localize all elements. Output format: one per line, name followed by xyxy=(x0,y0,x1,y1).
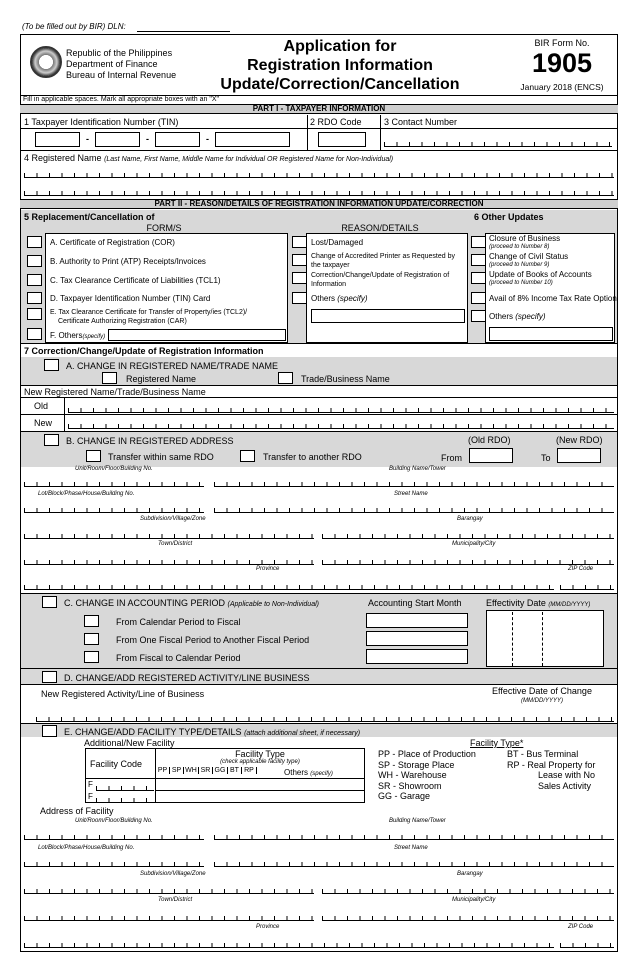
change-address-checkbox[interactable] xyxy=(44,434,59,446)
forms-column-head: FORM/S xyxy=(146,223,182,233)
change-name-checkbox[interactable] xyxy=(44,359,59,371)
tin-part2-field[interactable] xyxy=(95,132,140,147)
form-tcl1-checkbox[interactable] xyxy=(27,274,42,286)
transfer-another-checkbox[interactable] xyxy=(240,450,255,462)
cal-to-fiscal-checkbox[interactable] xyxy=(84,615,99,627)
closure-checkbox[interactable] xyxy=(471,236,486,248)
s6-title: 6 Other Updates xyxy=(474,212,544,222)
municipality-field[interactable] xyxy=(322,553,614,565)
reason-others-specify[interactable] xyxy=(311,309,465,323)
form-others-checkbox[interactable] xyxy=(27,328,42,340)
province-field[interactable] xyxy=(24,578,554,590)
tin-part1-field[interactable] xyxy=(35,132,80,147)
form-title: Application for Registration Information Update/Correction/Cancellation xyxy=(220,38,460,93)
reason-printer-checkbox[interactable] xyxy=(292,254,307,266)
street-field[interactable] xyxy=(214,501,614,513)
acct-start-1[interactable] xyxy=(366,613,468,628)
facility-subdivision-field[interactable] xyxy=(24,882,314,894)
instructions: Fill in applicable spaces. Mark all appropriate boxes with an "X" xyxy=(23,96,220,103)
town-field[interactable] xyxy=(24,553,314,565)
form-tcl2-checkbox[interactable] xyxy=(27,308,42,320)
registered-name-field-2[interactable] xyxy=(24,184,614,196)
effectivity-date-field[interactable] xyxy=(486,610,604,667)
form-tin-card-checkbox[interactable] xyxy=(27,292,42,304)
facility-legend-right: BT - Bus Terminal RP - Real Property for Lease with No Sales Activity xyxy=(507,749,596,791)
fiscal-to-cal-checkbox[interactable] xyxy=(84,651,99,663)
acct-start-3[interactable] xyxy=(366,649,468,664)
rdo-code-field[interactable] xyxy=(318,132,366,147)
s7-title: 7 Correction/Change/Update of Registration Information xyxy=(24,346,264,356)
trade-name-checkbox[interactable] xyxy=(278,372,293,384)
form-others-specify[interactable] xyxy=(108,329,286,341)
registered-name-field-1[interactable] xyxy=(24,166,614,178)
facility-province-field[interactable] xyxy=(24,936,554,948)
income-tax-option-checkbox[interactable] xyxy=(471,292,486,304)
form-atp-checkbox[interactable] xyxy=(27,255,42,267)
form-number-label: BIR Form No. xyxy=(534,38,590,48)
facility-lot-field[interactable] xyxy=(24,855,204,867)
form-date: January 2018 (ENCS) xyxy=(520,82,604,92)
part2-header: PART II - REASON/DETAILS OF REGISTRATION INFORMATION UPDATE/CORRECTION xyxy=(20,199,618,209)
agency-block: Republic of the Philippines Department of Finance Bureau of Internal Revenue xyxy=(66,48,177,80)
change-activity-checkbox[interactable] xyxy=(42,671,57,683)
civil-status-checkbox[interactable] xyxy=(471,254,486,266)
new-activity-field[interactable] xyxy=(36,710,614,722)
form-cor-checkbox[interactable] xyxy=(27,236,42,248)
building-name-field[interactable] xyxy=(214,475,614,487)
reason-lost-checkbox[interactable] xyxy=(292,236,307,248)
tin-label: 1 Taxpayer Identification Number (TIN) xyxy=(24,117,179,127)
registered-name-label: 4 Registered Name (Last Name, First Name, Middle Name for Individual OR Registered Name for Non-Individual) xyxy=(24,153,394,163)
bir-seal-icon xyxy=(30,46,62,78)
lot-field[interactable] xyxy=(24,501,204,513)
dln-label: (To be filled out by BIR) DLN: xyxy=(22,22,126,31)
other-updates-specify[interactable] xyxy=(489,327,613,341)
old-name-field[interactable] xyxy=(68,401,614,413)
old-rdo-field[interactable] xyxy=(469,448,513,463)
barangay-field[interactable] xyxy=(322,527,614,539)
fiscal-to-fiscal-checkbox[interactable] xyxy=(84,633,99,645)
registered-name-checkbox[interactable] xyxy=(102,372,117,384)
reason-others-checkbox[interactable] xyxy=(292,292,307,304)
reason-correction-checkbox[interactable] xyxy=(292,272,307,284)
facility-municipality-field[interactable] xyxy=(322,909,614,921)
acct-start-2[interactable] xyxy=(366,631,468,646)
change-facility-checkbox[interactable] xyxy=(42,725,57,737)
transfer-within-checkbox[interactable] xyxy=(86,450,101,462)
facility-unit-field[interactable] xyxy=(24,828,204,840)
unit-field[interactable] xyxy=(24,475,204,487)
facility-town-field[interactable] xyxy=(24,909,314,921)
facility-code-2[interactable] xyxy=(96,791,154,803)
books-checkbox[interactable] xyxy=(471,272,486,284)
part1-header: PART I - TAXPAYER INFORMATION xyxy=(20,104,618,114)
facility-code-1[interactable] xyxy=(96,779,154,791)
facility-street-field[interactable] xyxy=(214,855,614,867)
subdivision-field[interactable] xyxy=(24,527,314,539)
facility-legend-left: PP - Place of Production SP - Storage Place WH - Warehouse SR - Showroom GG - Garage xyxy=(378,749,476,801)
facility-barangay-field[interactable] xyxy=(322,882,614,894)
contact-number-label: 3 Contact Number xyxy=(384,117,458,127)
contact-number-field[interactable] xyxy=(384,135,612,147)
facility-building-field[interactable] xyxy=(214,828,614,840)
change-accounting-checkbox[interactable] xyxy=(42,596,57,608)
facility-type-codes: PP SP WH SR GG BT RP xyxy=(156,767,257,774)
new-name-field[interactable] xyxy=(68,417,614,429)
form-number: 1905 xyxy=(531,48,593,78)
s5-title: 5 Replacement/Cancellation of xyxy=(24,212,155,222)
new-rdo-field[interactable] xyxy=(557,448,601,463)
dln-line[interactable] xyxy=(137,31,230,32)
tin-part3-field[interactable] xyxy=(155,132,200,147)
other-updates-checkbox[interactable] xyxy=(471,310,486,322)
reason-column-head: REASON/DETAILS xyxy=(341,223,419,233)
zip-code-field[interactable] xyxy=(560,578,614,590)
rdo-code-label: 2 RDO Code xyxy=(310,117,362,127)
tin-branch-field[interactable] xyxy=(215,132,290,147)
facility-zip-field[interactable] xyxy=(560,936,614,948)
